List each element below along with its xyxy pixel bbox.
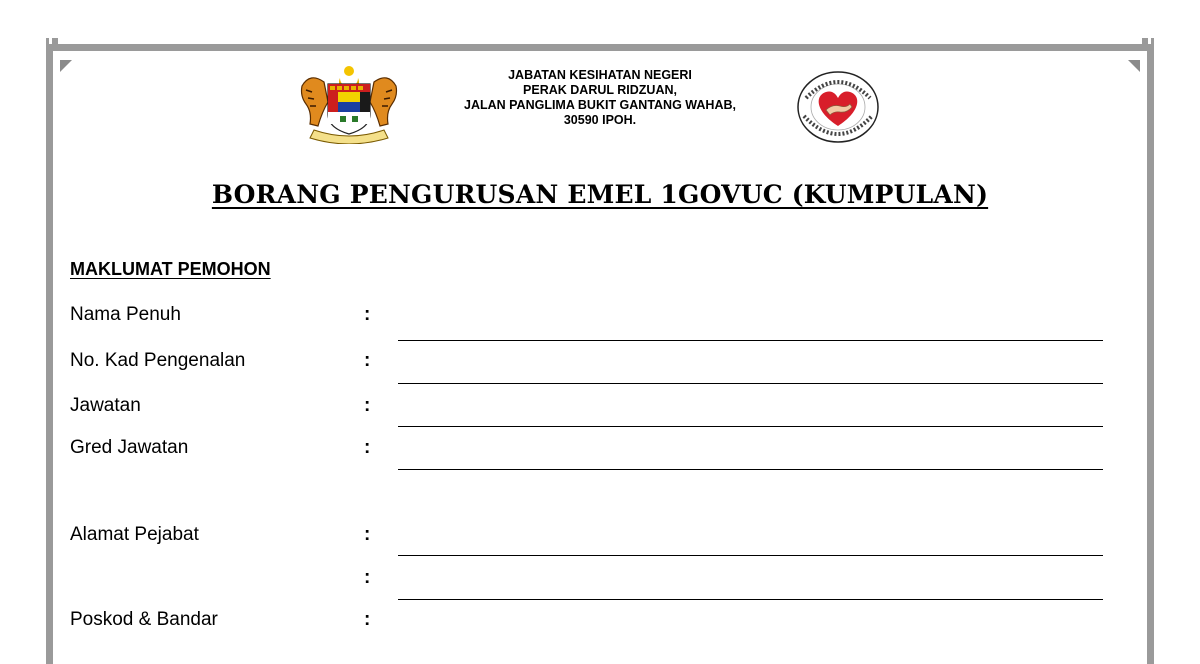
- section-heading: MAKLUMAT PEMOHON: [70, 259, 271, 279]
- field-row-nama-penuh[interactable]: [0, 304, 1200, 348]
- malaysia-coat-of-arms-icon: [296, 64, 402, 144]
- field-colon: :: [364, 304, 371, 325]
- field-row-poskod-bandar[interactable]: [0, 609, 1200, 630]
- frame-tick: [52, 38, 58, 46]
- agency-line: 30590 IPOH.: [563, 113, 637, 127]
- field-row-jawatan[interactable]: [0, 395, 1200, 439]
- form-title: BORANG PENGURUSAN EMEL 1GOVUC (KUMPULAN): [211, 180, 989, 209]
- field-row-gred-jawatan[interactable]: [0, 437, 1200, 481]
- field-label: Gred Jawatan: [70, 437, 189, 458]
- fill-line[interactable]: [398, 426, 1103, 427]
- field-row-alamat-pejabat[interactable]: [0, 524, 1200, 568]
- field-colon: :: [364, 524, 371, 545]
- field-row-kad-pengenalan[interactable]: [0, 350, 1200, 394]
- frame-tick: [1151, 38, 1154, 46]
- corner-marker: [60, 60, 72, 72]
- agency-line: JALAN PANGLIMA BUKIT GANTANG WAHAB,: [464, 98, 736, 112]
- fill-line[interactable]: [398, 383, 1103, 384]
- frame-tick: [46, 38, 49, 46]
- field-colon: :: [364, 395, 371, 416]
- field-colon: :: [364, 437, 371, 458]
- fill-line[interactable]: [398, 340, 1103, 341]
- agency-line: JABATAN KESIHATAN NEGERI: [508, 68, 692, 82]
- field-label: No. Kad Pengenalan: [70, 350, 246, 371]
- field-colon: :: [364, 609, 371, 630]
- fill-line[interactable]: [398, 555, 1103, 556]
- field-label: Poskod & Bandar: [70, 609, 218, 630]
- field-row-alamat-line2[interactable]: [0, 567, 1200, 611]
- field-label: Nama Penuh: [70, 304, 181, 325]
- fill-line[interactable]: [398, 469, 1103, 470]
- frame-tick: [1142, 38, 1148, 46]
- field-colon: :: [364, 567, 371, 588]
- agency-line: PERAK DARUL RIDZUAN,: [523, 83, 677, 97]
- heart-hand-seal-icon: [796, 70, 880, 144]
- fill-line[interactable]: [398, 599, 1103, 600]
- agency-address: [420, 68, 780, 128]
- field-colon: :: [364, 350, 371, 371]
- corner-marker: [1128, 60, 1140, 72]
- field-label: Jawatan: [70, 395, 141, 416]
- field-label: Alamat Pejabat: [70, 524, 199, 545]
